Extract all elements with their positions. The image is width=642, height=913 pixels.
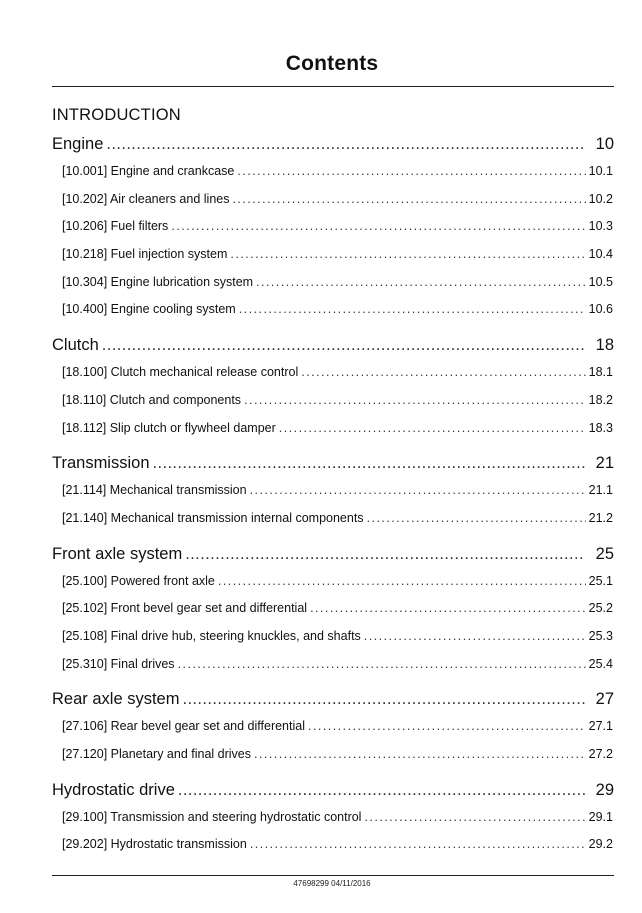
- section-entry[interactable]: [52, 719, 614, 747]
- chapter-page-number: 25: [595, 544, 614, 563]
- dot-leader: [218, 574, 586, 588]
- section-list: [52, 810, 614, 865]
- section-page-number: 10.6: [588, 302, 613, 317]
- section-page-number: 18.1: [588, 365, 613, 380]
- dot-leader: [250, 837, 586, 851]
- section-entry[interactable]: [52, 365, 614, 393]
- dot-leader: [254, 747, 586, 761]
- chapter-entry[interactable]: [52, 135, 614, 159]
- section-entry[interactable]: [52, 483, 614, 511]
- section-list: [52, 574, 614, 685]
- dot-leader: [301, 365, 585, 379]
- section-title: [25.100] Powered front axle: [62, 573, 215, 588]
- dot-leader: [178, 781, 585, 800]
- chapter-title: Front axle system: [52, 544, 183, 563]
- chapter-title: Rear axle system: [52, 690, 180, 709]
- dot-leader: [250, 483, 586, 497]
- chapter-entry[interactable]: [52, 690, 614, 714]
- footer-document-number: 47698299 04/11/2016: [293, 879, 371, 888]
- dot-leader: [279, 421, 586, 435]
- section-title: [25.102] Front bevel gear set and differential: [62, 601, 308, 616]
- chapter-title: Transmission: [52, 454, 150, 473]
- dot-leader: [367, 511, 586, 525]
- section-title: [10.001] Engine and crankcase: [62, 164, 235, 178]
- section-title: [27.120] Planetary and final drives: [62, 747, 252, 761]
- section-list: [52, 719, 614, 774]
- section-title: [18.110] Clutch and components: [62, 392, 242, 407]
- section-page-number: 25.1: [588, 573, 613, 588]
- section-title: [27.106] Rear bevel gear set and differential: [62, 719, 305, 734]
- section-page-number: 18.2: [588, 392, 613, 407]
- chapter-title: Engine: [52, 135, 104, 153]
- section-page-number: 10.2: [588, 191, 613, 206]
- page-title: Contents: [285, 52, 379, 75]
- dot-leader: [106, 135, 584, 154]
- section-page-number: 29.2: [588, 837, 613, 852]
- section-page-number: 10.3: [588, 219, 613, 234]
- section-page-number: 21.1: [588, 483, 613, 498]
- section-entry[interactable]: [52, 511, 614, 539]
- section-page-number: 25.3: [588, 628, 613, 643]
- section-page-number: 27.2: [588, 747, 613, 761]
- section-entry[interactable]: [52, 574, 614, 602]
- section-list: [52, 483, 614, 538]
- section-entry[interactable]: [52, 657, 614, 685]
- section-page-number: 25.2: [588, 601, 613, 616]
- section-page-number: 18.3: [588, 420, 613, 435]
- section-entry[interactable]: [52, 164, 614, 192]
- dot-leader: [364, 629, 586, 643]
- dot-leader: [102, 336, 585, 355]
- dot-leader: [171, 219, 585, 233]
- section-list: [52, 164, 614, 330]
- dot-leader: [364, 810, 585, 824]
- title-divider: [52, 86, 614, 87]
- section-entry[interactable]: [52, 421, 614, 449]
- chapter-title: Clutch: [52, 336, 99, 355]
- section-title: [10.202] Air cleaners and lines: [62, 191, 230, 206]
- dot-leader: [237, 164, 585, 178]
- section-entry[interactable]: [52, 601, 614, 629]
- section-title: [25.310] Final drives: [62, 656, 175, 671]
- section-page-number: 10.4: [588, 247, 613, 262]
- section-entry[interactable]: [52, 275, 614, 303]
- chapter-entry[interactable]: [52, 545, 614, 569]
- chapter-entry[interactable]: [52, 454, 614, 478]
- section-title: [21.140] Mechanical transmission internal components: [62, 510, 364, 525]
- chapter-page-number: 10: [595, 135, 614, 153]
- dot-leader: [239, 302, 586, 316]
- dot-leader: [310, 601, 586, 615]
- dot-leader: [178, 657, 586, 671]
- dot-leader: [230, 247, 585, 261]
- section-entry[interactable]: [52, 302, 614, 330]
- dot-leader: [182, 690, 584, 709]
- section-title: [25.108] Final drive hub, steering knuckles, and shafts: [62, 628, 361, 643]
- chapter-title: Hydrostatic drive: [52, 780, 175, 799]
- dot-leader: [308, 719, 586, 733]
- dot-leader: [185, 545, 584, 564]
- section-title: [10.304] Engine lubrication system: [62, 274, 254, 289]
- footer-divider: [52, 875, 614, 876]
- section-page-number: 25.4: [588, 656, 613, 671]
- dot-leader: [232, 192, 585, 206]
- dot-leader: [244, 393, 586, 407]
- section-title: [18.100] Clutch mechanical release control: [62, 365, 299, 380]
- section-title: [18.112] Slip clutch or flywheel damper: [62, 420, 276, 435]
- dot-leader: [153, 454, 585, 473]
- chapter-page-number: 18: [595, 336, 614, 355]
- section-page-number: 10.1: [588, 164, 613, 178]
- dot-leader: [256, 275, 586, 289]
- chapter-page-number: 27: [595, 690, 614, 709]
- section-entry[interactable]: [52, 810, 614, 838]
- section-entry[interactable]: [52, 219, 614, 247]
- section-entry[interactable]: [52, 192, 614, 220]
- section-title: [29.202] Hydrostatic transmission: [62, 837, 247, 852]
- section-entry[interactable]: [52, 747, 614, 775]
- section-title: [10.218] Fuel injection system: [62, 247, 228, 262]
- section-entry[interactable]: [52, 629, 614, 657]
- section-title: [29.100] Transmission and steering hydrostatic control: [62, 809, 362, 824]
- section-title: [10.400] Engine cooling system: [62, 302, 236, 317]
- section-entry[interactable]: [52, 247, 614, 275]
- section-entry[interactable]: [52, 393, 614, 421]
- chapter-page-number: 29: [595, 780, 614, 799]
- section-entry[interactable]: [52, 837, 614, 865]
- section-title: [21.114] Mechanical transmission: [62, 483, 247, 498]
- chapter-entry[interactable]: [52, 781, 614, 805]
- section-list: [52, 365, 614, 448]
- section-page-number: 21.2: [588, 510, 613, 525]
- section-page-number: 29.1: [588, 809, 613, 824]
- chapter-entry[interactable]: [52, 336, 614, 360]
- section-page-number: 27.1: [588, 719, 613, 734]
- chapter-page-number: 21: [595, 454, 614, 473]
- introduction-heading[interactable]: INTRODUCTION: [52, 106, 181, 124]
- section-title: [10.206] Fuel filters: [62, 219, 169, 234]
- section-page-number: 10.5: [588, 274, 613, 289]
- table-of-contents: [52, 135, 614, 865]
